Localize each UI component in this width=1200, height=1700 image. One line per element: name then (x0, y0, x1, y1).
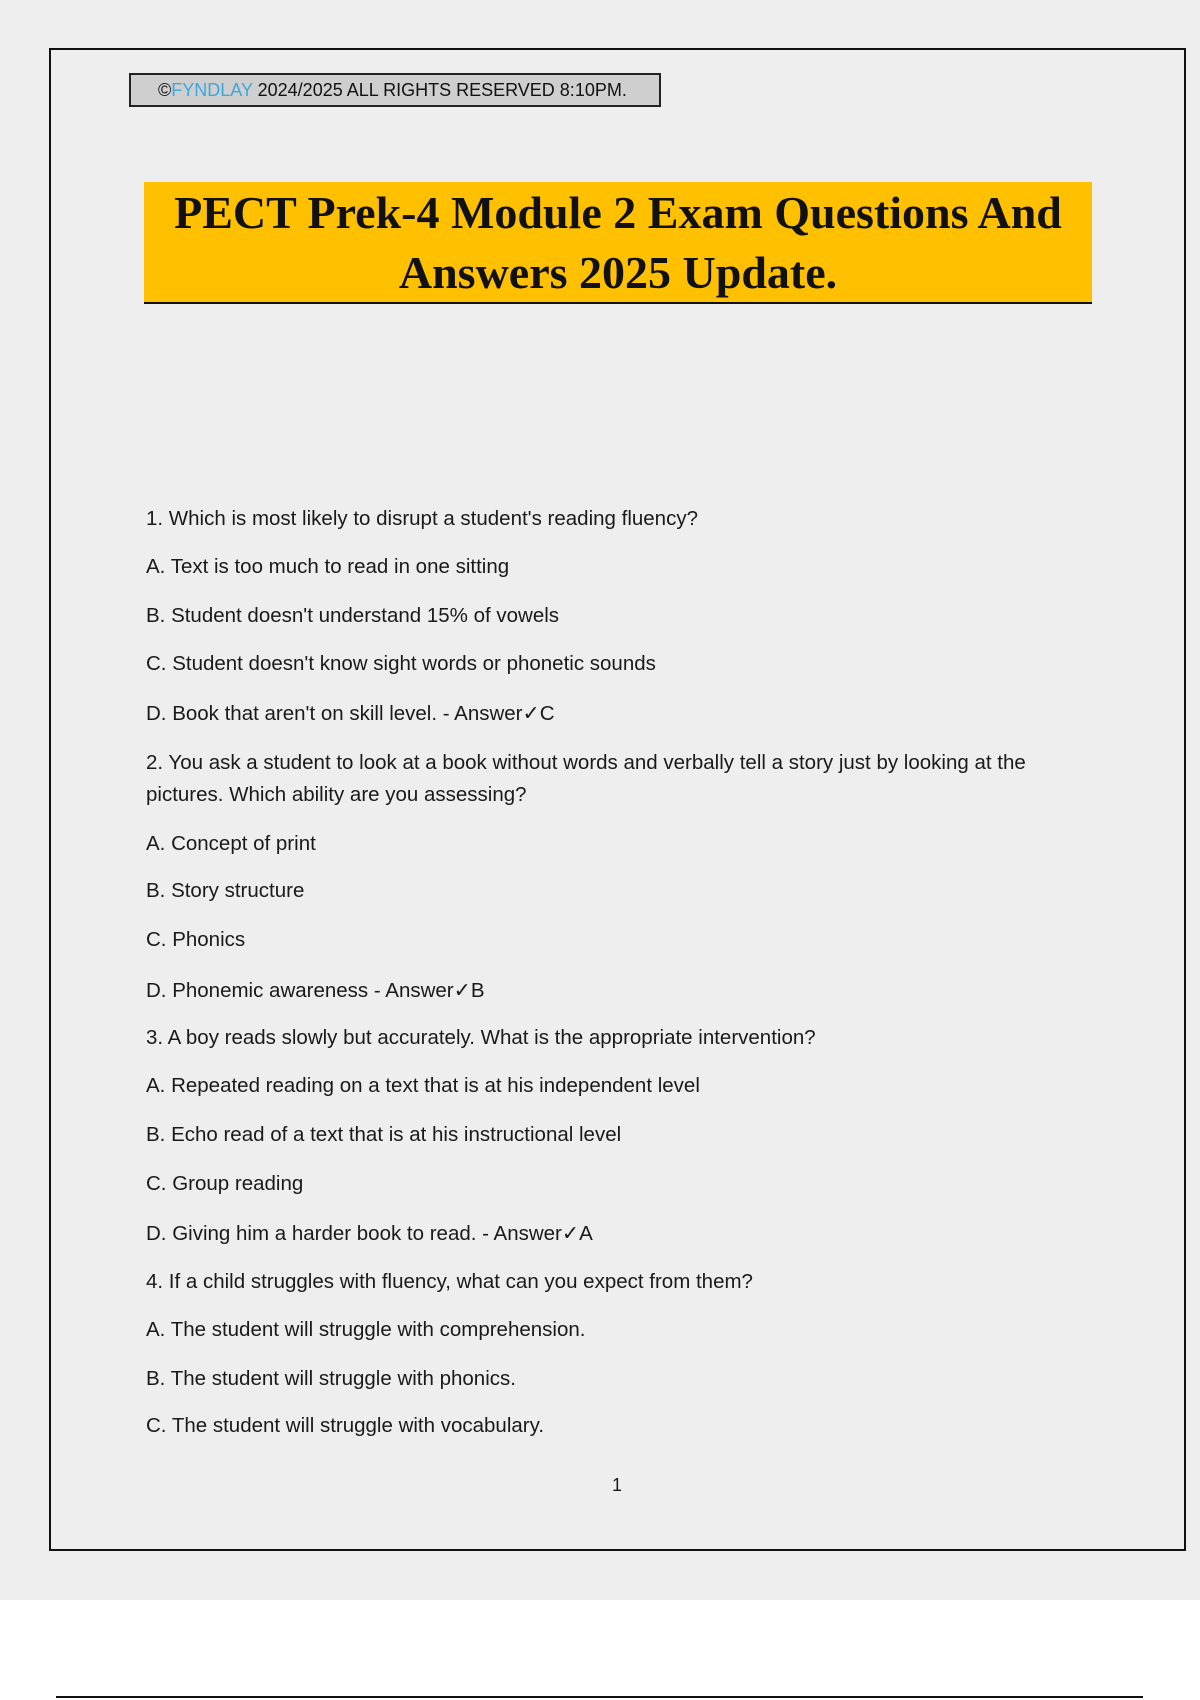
question-2-text: 2. You ask a student to look at a book without words and verbally tell a story just by looking at the pictures. Which ability are you assessing? (146, 751, 1026, 806)
question-1-option-b: B. Student doesn't understand 15% of vowels (146, 604, 560, 627)
question-3-option-c: C. Group reading (146, 1172, 304, 1195)
checkmark-icon: ✓ (453, 979, 471, 1002)
copyright-symbol: © (158, 80, 172, 100)
question-3-option-d (146, 1218, 1086, 1250)
document-title (144, 182, 1092, 304)
question-3-answer: A (579, 1222, 593, 1245)
question-4-option-c: C. The student will struggle with vocabulary. (146, 1414, 545, 1437)
copyright-header (129, 73, 661, 107)
question-1-option-d-text: D. Book that aren't on skill level. - Answer (146, 702, 523, 725)
question-2-option-c: C. Phonics (146, 928, 246, 951)
next-page-divider (56, 1696, 1143, 1698)
question-3-option-a: A. Repeated reading on a text that is at his independent level (146, 1074, 700, 1097)
rights-text: 2024/2025 ALL RIGHTS RESERVED 8:10PM. (252, 80, 627, 100)
question-3-text: 3. A boy reads slowly but accurately. What is the appropriate intervention? (146, 1026, 816, 1049)
question-1-option-a: A. Text is too much to read in one sitting (146, 555, 510, 578)
question-1-answer: C (539, 702, 555, 725)
question-4-option-b: B. The student will struggle with phonics. (146, 1367, 516, 1390)
question-2-option-d-text: D. Phonemic awareness - Answer (146, 979, 454, 1002)
question-4-text: 4. If a child struggles with fluency, what can you expect from them? (146, 1270, 753, 1293)
checkmark-icon: ✓ (522, 702, 540, 725)
question-2-option-b: B. Story structure (146, 879, 305, 902)
question-1-option-c: C. Student doesn't know sight words or phonetic sounds (146, 652, 656, 675)
page-number: 1 (611, 1475, 622, 1495)
question-3-option-b: B. Echo read of a text that is at his instructional level (146, 1123, 622, 1146)
question-2-option-d (146, 975, 1086, 1007)
title-line-1: PECT Prek-4 Module 2 Exam Questions And (174, 187, 1062, 238)
question-2-answer: B (470, 979, 485, 1002)
question-1-text: 1. Which is most likely to disrupt a student's reading fluency? (146, 507, 698, 530)
question-4-option-a: A. The student will struggle with comprehension. (146, 1318, 586, 1341)
brand-name: FYNDLAY (171, 80, 253, 100)
question-3-option-d-text: D. Giving him a harder book to read. - Answer (146, 1222, 562, 1245)
title-line-2: Answers 2025 Update. (398, 247, 838, 298)
checkmark-icon: ✓ (561, 1222, 580, 1245)
question-2-option-a: A. Concept of print (146, 832, 316, 855)
question-1-option-d (146, 698, 1086, 730)
